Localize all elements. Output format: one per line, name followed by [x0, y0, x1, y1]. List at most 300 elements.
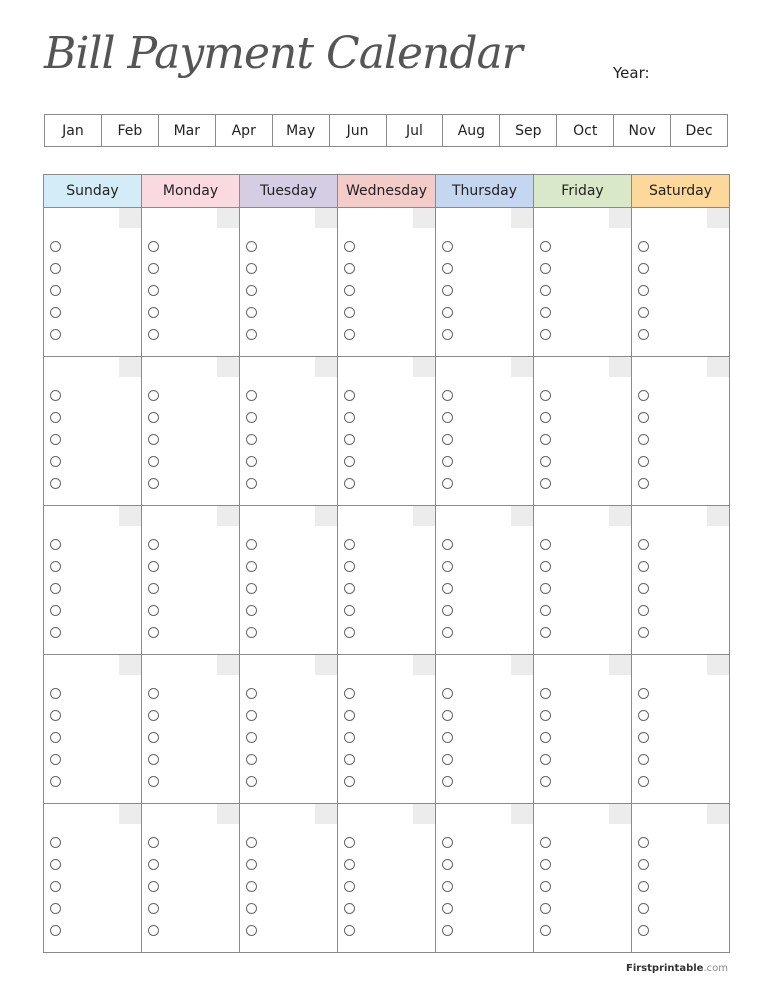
bill-checkbox[interactable] [148, 754, 159, 765]
bill-checklist [246, 688, 257, 798]
bill-checkbox[interactable] [148, 539, 159, 550]
bill-checkbox[interactable] [148, 412, 159, 423]
day-cell[interactable] [239, 506, 337, 654]
bill-checkbox[interactable] [246, 903, 257, 914]
bill-checkbox[interactable] [50, 627, 61, 638]
day-header-friday: Friday [533, 175, 631, 207]
bill-checkbox[interactable] [442, 561, 453, 572]
bill-checkbox[interactable] [148, 859, 159, 870]
bill-checklist [442, 837, 453, 947]
day-cell[interactable] [435, 655, 533, 803]
date-number-box[interactable] [511, 506, 533, 526]
bill-checkbox[interactable] [148, 583, 159, 594]
bill-checkbox[interactable] [540, 434, 551, 445]
week-row [44, 506, 729, 655]
bill-checkbox[interactable] [148, 307, 159, 318]
bill-checkbox[interactable] [344, 241, 355, 252]
day-cell[interactable] [631, 804, 729, 952]
day-cell[interactable] [631, 208, 729, 356]
date-number-box[interactable] [707, 357, 729, 377]
bill-checkbox[interactable] [540, 732, 551, 743]
bill-checkbox[interactable] [638, 710, 649, 721]
bill-checkbox[interactable] [246, 539, 257, 550]
date-number-box[interactable] [511, 804, 533, 824]
bill-checkbox[interactable] [50, 925, 61, 936]
bill-checkbox[interactable] [638, 583, 649, 594]
bill-checkbox[interactable] [246, 583, 257, 594]
bill-checkbox[interactable] [246, 412, 257, 423]
bill-checkbox[interactable] [540, 837, 551, 848]
day-cell[interactable] [239, 655, 337, 803]
month-oct[interactable]: Oct [556, 115, 613, 146]
date-number-box[interactable] [707, 208, 729, 228]
bill-checklist [246, 837, 257, 947]
bill-checkbox[interactable] [638, 688, 649, 699]
day-cell[interactable] [337, 804, 435, 952]
month-may[interactable]: May [272, 115, 329, 146]
bill-checklist [246, 241, 257, 351]
bill-checkbox[interactable] [344, 561, 355, 572]
bill-checkbox[interactable] [148, 627, 159, 638]
bill-checkbox[interactable] [344, 456, 355, 467]
bill-checkbox[interactable] [344, 903, 355, 914]
date-number-box[interactable] [609, 804, 631, 824]
bill-checkbox[interactable] [442, 583, 453, 594]
bill-checkbox[interactable] [50, 561, 61, 572]
bill-checkbox[interactable] [638, 241, 649, 252]
bill-checkbox[interactable] [344, 412, 355, 423]
bill-checkbox[interactable] [148, 881, 159, 892]
date-number-box[interactable] [119, 357, 141, 377]
bill-checkbox[interactable] [50, 390, 61, 401]
day-cell[interactable] [435, 804, 533, 952]
bill-checkbox[interactable] [148, 925, 159, 936]
day-cell[interactable] [533, 655, 631, 803]
bill-checkbox[interactable] [540, 329, 551, 340]
day-cell[interactable] [239, 804, 337, 952]
bill-checkbox[interactable] [344, 583, 355, 594]
bill-checkbox[interactable] [246, 627, 257, 638]
bill-checklist [50, 837, 61, 947]
bill-checkbox[interactable] [50, 539, 61, 550]
day-header-tuesday: Tuesday [239, 175, 337, 207]
bill-checklist [50, 390, 61, 500]
date-number-box[interactable] [609, 655, 631, 675]
bill-checkbox[interactable] [540, 881, 551, 892]
bill-checkbox[interactable] [638, 285, 649, 296]
bill-checklist [344, 539, 355, 649]
bill-checkbox[interactable] [246, 710, 257, 721]
bill-checklist [540, 688, 551, 798]
bill-checkbox[interactable] [50, 837, 61, 848]
date-number-box[interactable] [119, 804, 141, 824]
date-number-box[interactable] [119, 506, 141, 526]
bill-checklist [540, 539, 551, 649]
day-header-wednesday: Wednesday [337, 175, 435, 207]
bill-checkbox[interactable] [50, 434, 61, 445]
bill-checkbox[interactable] [50, 412, 61, 423]
day-header-thursday: Thursday [435, 175, 533, 207]
bill-checklist [148, 837, 159, 947]
bill-checkbox[interactable] [540, 754, 551, 765]
bill-checkbox[interactable] [246, 390, 257, 401]
day-cell[interactable] [435, 357, 533, 505]
bill-checkbox[interactable] [638, 390, 649, 401]
day-cell[interactable] [239, 357, 337, 505]
bill-checkbox[interactable] [638, 412, 649, 423]
bill-checkbox[interactable] [540, 859, 551, 870]
bill-checkbox[interactable] [50, 456, 61, 467]
bill-checkbox[interactable] [344, 285, 355, 296]
bill-checkbox[interactable] [638, 754, 649, 765]
bill-checkbox[interactable] [50, 688, 61, 699]
bill-checklist [344, 837, 355, 947]
month-dec[interactable]: Dec [670, 115, 727, 146]
bill-checklist [50, 241, 61, 351]
bill-checkbox[interactable] [442, 263, 453, 274]
bill-checkbox[interactable] [148, 561, 159, 572]
bill-checkbox[interactable] [442, 412, 453, 423]
bill-checkbox[interactable] [442, 710, 453, 721]
year-label: Year: [613, 64, 650, 82]
bill-checkbox[interactable] [50, 583, 61, 594]
bill-checkbox[interactable] [50, 285, 61, 296]
date-number-box[interactable] [413, 506, 435, 526]
date-number-box[interactable] [511, 208, 533, 228]
bill-checkbox[interactable] [442, 688, 453, 699]
date-number-box[interactable] [413, 208, 435, 228]
bill-checkbox[interactable] [442, 434, 453, 445]
footer-brand: Firstprintable [625, 963, 704, 974]
bill-checkbox[interactable] [442, 627, 453, 638]
bill-checkbox[interactable] [246, 241, 257, 252]
bill-checkbox[interactable] [344, 434, 355, 445]
date-number-box[interactable] [707, 804, 729, 824]
bill-checkbox[interactable] [148, 776, 159, 787]
bill-checkbox[interactable] [344, 688, 355, 699]
day-cell[interactable] [141, 655, 239, 803]
week-row [44, 357, 729, 506]
bill-checklist [148, 390, 159, 500]
bill-checkbox[interactable] [50, 241, 61, 252]
bill-checkbox[interactable] [540, 412, 551, 423]
day-cell[interactable] [337, 506, 435, 654]
bill-checkbox[interactable] [540, 925, 551, 936]
bill-checkbox[interactable] [540, 903, 551, 914]
bill-checkbox[interactable] [442, 837, 453, 848]
date-number-box[interactable] [609, 208, 631, 228]
day-cell[interactable] [239, 208, 337, 356]
bill-checklist [638, 539, 649, 649]
bill-checkbox[interactable] [246, 478, 257, 489]
bill-checkbox[interactable] [442, 754, 453, 765]
date-number-box[interactable] [217, 655, 239, 675]
date-number-box[interactable] [707, 506, 729, 526]
bill-checkbox[interactable] [246, 263, 257, 274]
bill-checkbox[interactable] [540, 561, 551, 572]
month-jun[interactable]: Jun [329, 115, 386, 146]
date-number-box[interactable] [217, 357, 239, 377]
bill-checkbox[interactable] [442, 925, 453, 936]
bill-checklist [442, 390, 453, 500]
day-cell[interactable] [631, 655, 729, 803]
date-number-box[interactable] [315, 357, 337, 377]
date-number-box[interactable] [413, 357, 435, 377]
bill-checkbox[interactable] [638, 627, 649, 638]
month-apr[interactable]: Apr [215, 115, 272, 146]
bill-checkbox[interactable] [638, 263, 649, 274]
bill-checkbox[interactable] [50, 776, 61, 787]
bill-checkbox[interactable] [148, 732, 159, 743]
day-cell[interactable] [141, 804, 239, 952]
bill-checkbox[interactable] [442, 478, 453, 489]
bill-checkbox[interactable] [50, 881, 61, 892]
bill-checkbox[interactable] [50, 903, 61, 914]
day-cell[interactable] [533, 357, 631, 505]
day-header-sunday: Sunday [44, 175, 141, 207]
bill-checkbox[interactable] [344, 478, 355, 489]
bill-checkbox[interactable] [442, 605, 453, 616]
bill-checkbox[interactable] [638, 837, 649, 848]
bill-checkbox[interactable] [344, 605, 355, 616]
bill-checkbox[interactable] [540, 688, 551, 699]
bill-checkbox[interactable] [246, 561, 257, 572]
bill-checkbox[interactable] [442, 859, 453, 870]
bill-checkbox[interactable] [148, 241, 159, 252]
bill-checkbox[interactable] [344, 710, 355, 721]
bill-checkbox[interactable] [148, 434, 159, 445]
day-cell[interactable] [631, 357, 729, 505]
bill-checkbox[interactable] [246, 456, 257, 467]
bill-checkbox[interactable] [246, 605, 257, 616]
bill-checkbox[interactable] [50, 710, 61, 721]
day-cell[interactable] [435, 506, 533, 654]
bill-checklist [540, 241, 551, 351]
bill-checkbox[interactable] [246, 881, 257, 892]
bill-checkbox[interactable] [344, 627, 355, 638]
bill-checkbox[interactable] [246, 434, 257, 445]
bill-checkbox[interactable] [442, 307, 453, 318]
bill-checkbox[interactable] [246, 754, 257, 765]
bill-checkbox[interactable] [50, 754, 61, 765]
bill-checkbox[interactable] [540, 539, 551, 550]
date-number-box[interactable] [609, 506, 631, 526]
bill-checkbox[interactable] [442, 903, 453, 914]
month-feb[interactable]: Feb [101, 115, 158, 146]
day-cell[interactable] [337, 655, 435, 803]
day-cell[interactable] [141, 208, 239, 356]
bill-checkbox[interactable] [638, 925, 649, 936]
bill-checkbox[interactable] [442, 456, 453, 467]
bill-checkbox[interactable] [50, 732, 61, 743]
bill-checkbox[interactable] [148, 456, 159, 467]
bill-checkbox[interactable] [50, 329, 61, 340]
bill-checklist [148, 539, 159, 649]
month-mar[interactable]: Mar [158, 115, 215, 146]
bill-checkbox[interactable] [246, 837, 257, 848]
date-number-box[interactable] [217, 804, 239, 824]
bill-checkbox[interactable] [148, 710, 159, 721]
bill-checklist [344, 688, 355, 798]
bill-checkbox[interactable] [638, 329, 649, 340]
bill-checkbox[interactable] [442, 881, 453, 892]
bill-checkbox[interactable] [638, 605, 649, 616]
day-cell[interactable] [44, 804, 141, 952]
bill-checkbox[interactable] [148, 903, 159, 914]
bill-checkbox[interactable] [148, 837, 159, 848]
bill-checkbox[interactable] [540, 627, 551, 638]
month-selector [44, 114, 728, 147]
bill-checklist [246, 390, 257, 500]
bill-checkbox[interactable] [246, 776, 257, 787]
day-cell[interactable] [533, 208, 631, 356]
day-cell[interactable] [141, 506, 239, 654]
month-sep[interactable]: Sep [499, 115, 556, 146]
bill-checklist [344, 390, 355, 500]
bill-checkbox[interactable] [50, 478, 61, 489]
bill-checkbox[interactable] [246, 859, 257, 870]
bill-checkbox[interactable] [540, 456, 551, 467]
day-cell[interactable] [533, 804, 631, 952]
bill-checkbox[interactable] [344, 837, 355, 848]
bill-checkbox[interactable] [344, 263, 355, 274]
bill-checkbox[interactable] [540, 583, 551, 594]
bill-checkbox[interactable] [246, 329, 257, 340]
bill-checkbox[interactable] [638, 903, 649, 914]
day-cell[interactable] [631, 506, 729, 654]
bill-checkbox[interactable] [540, 285, 551, 296]
bill-checkbox[interactable] [442, 732, 453, 743]
bill-checkbox[interactable] [50, 307, 61, 318]
day-cell[interactable] [44, 655, 141, 803]
bill-checklist [638, 241, 649, 351]
bill-checkbox[interactable] [344, 307, 355, 318]
day-cell[interactable] [44, 506, 141, 654]
bill-checkbox[interactable] [540, 263, 551, 274]
date-number-box[interactable] [119, 208, 141, 228]
bill-checkbox[interactable] [540, 478, 551, 489]
day-cell[interactable] [533, 506, 631, 654]
date-number-box[interactable] [315, 804, 337, 824]
bill-checkbox[interactable] [442, 539, 453, 550]
day-cell[interactable] [435, 208, 533, 356]
bill-checkbox[interactable] [344, 329, 355, 340]
bill-checkbox[interactable] [344, 776, 355, 787]
bill-checkbox[interactable] [344, 754, 355, 765]
bill-checkbox[interactable] [148, 605, 159, 616]
bill-checkbox[interactable] [638, 478, 649, 489]
date-number-box[interactable] [217, 208, 239, 228]
bill-checkbox[interactable] [638, 881, 649, 892]
bill-checkbox[interactable] [344, 881, 355, 892]
bill-checkbox[interactable] [246, 285, 257, 296]
date-number-box[interactable] [609, 357, 631, 377]
bill-checklist [638, 688, 649, 798]
bill-checkbox[interactable] [638, 307, 649, 318]
bill-checklist [442, 241, 453, 351]
bill-checkbox[interactable] [148, 688, 159, 699]
bill-checkbox[interactable] [246, 688, 257, 699]
bill-checkbox[interactable] [344, 925, 355, 936]
bill-checkbox[interactable] [638, 456, 649, 467]
bill-checklist [50, 688, 61, 798]
page-title: Bill Payment Calendar [44, 28, 522, 79]
bill-checklist [442, 688, 453, 798]
bill-checkbox[interactable] [148, 329, 159, 340]
bill-checkbox[interactable] [344, 859, 355, 870]
bill-checkbox[interactable] [344, 732, 355, 743]
day-cell[interactable] [337, 357, 435, 505]
month-jan[interactable]: Jan [62, 122, 84, 139]
day-cell[interactable] [337, 208, 435, 356]
month-nov[interactable]: Nov [613, 115, 670, 146]
bill-checkbox[interactable] [246, 925, 257, 936]
bill-checkbox[interactable] [540, 710, 551, 721]
bill-checkbox[interactable] [638, 561, 649, 572]
day-cell[interactable] [44, 208, 141, 356]
bill-checklist [540, 837, 551, 947]
date-number-box[interactable] [315, 506, 337, 526]
bill-checklist [442, 539, 453, 649]
bill-checkbox[interactable] [148, 285, 159, 296]
bill-checkbox[interactable] [148, 390, 159, 401]
bill-checkbox[interactable] [638, 434, 649, 445]
bill-checkbox[interactable] [442, 329, 453, 340]
date-number-box[interactable] [119, 655, 141, 675]
month-aug[interactable]: Aug [442, 115, 499, 146]
bill-checkbox[interactable] [344, 390, 355, 401]
bill-checkbox[interactable] [638, 732, 649, 743]
bill-checkbox[interactable] [50, 605, 61, 616]
bill-checkbox[interactable] [442, 776, 453, 787]
bill-checklist [638, 837, 649, 947]
date-number-box[interactable] [413, 804, 435, 824]
bill-checkbox[interactable] [148, 263, 159, 274]
bill-checkbox[interactable] [638, 776, 649, 787]
bill-checkbox[interactable] [148, 478, 159, 489]
date-number-box[interactable] [315, 208, 337, 228]
bill-checkbox[interactable] [442, 285, 453, 296]
bill-checkbox[interactable] [540, 390, 551, 401]
day-cell[interactable] [44, 357, 141, 505]
bill-checkbox[interactable] [246, 307, 257, 318]
bill-checkbox[interactable] [442, 390, 453, 401]
bill-checkbox[interactable] [540, 776, 551, 787]
day-header-monday: Monday [141, 175, 239, 207]
day-cell[interactable] [141, 357, 239, 505]
bill-checkbox[interactable] [442, 241, 453, 252]
bill-checkbox[interactable] [540, 307, 551, 318]
week-row [44, 208, 729, 357]
bill-checkbox[interactable] [638, 859, 649, 870]
bill-checkbox[interactable] [638, 539, 649, 550]
date-number-box[interactable] [315, 655, 337, 675]
footer-tld: .com [703, 963, 728, 974]
date-number-box[interactable] [707, 655, 729, 675]
bill-checkbox[interactable] [50, 263, 61, 274]
bill-checkbox[interactable] [246, 732, 257, 743]
bill-checkbox[interactable] [540, 605, 551, 616]
date-number-box[interactable] [511, 357, 533, 377]
bill-checkbox[interactable] [50, 859, 61, 870]
bill-checkbox[interactable] [344, 539, 355, 550]
date-number-box[interactable] [511, 655, 533, 675]
date-number-box[interactable] [413, 655, 435, 675]
bill-checkbox[interactable] [540, 241, 551, 252]
bill-checklist [344, 241, 355, 351]
month-jul[interactable]: Jul [386, 115, 443, 146]
date-number-box[interactable] [217, 506, 239, 526]
